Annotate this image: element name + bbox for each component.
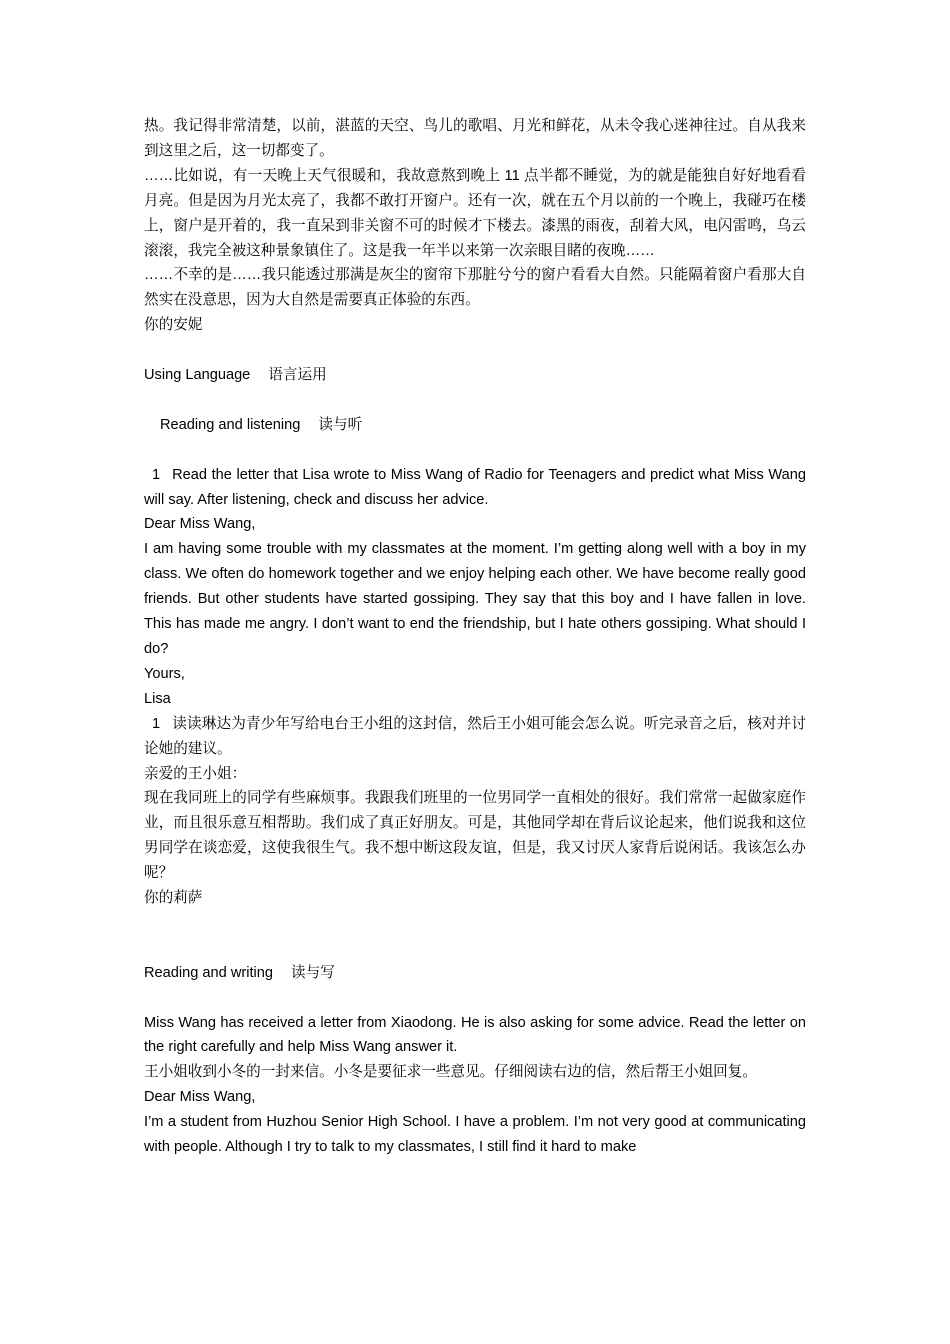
heading-using-language-en: Using Language bbox=[144, 367, 251, 384]
paragraph-anne-3: ……不幸的是……我只能透过那满是灰尘的窗帘下那脏兮兮的窗户看看大自然。只能隔着窗户看那大自然实在没意思，因为大自然是需要真正体验的东西。 bbox=[144, 267, 806, 309]
letter-lisa-body: I am having some trouble with my classmates at the moment. I’m getting along well with a boy in my class. We often do homework together and we enjoy helping each other. We have become really good friends. But other students have started gossiping. They say that this boy and I have fallen in love. This has made me angry. I don’t want to end the friendship, but I hate others gossiping. What should I do? bbox=[144, 541, 806, 657]
letter-lisa-greeting: Dear Miss Wang, bbox=[144, 516, 256, 533]
question-1-text: Read the letter that Lisa wrote to Miss Wang of Radio for Teenagers and predict what Miss Wang will say. After listening, check and discuss her advice. bbox=[144, 466, 806, 508]
question-1-number: 1 bbox=[152, 466, 161, 483]
question-1-en bbox=[144, 463, 806, 513]
letter-lisa-zh-greeting: 亲爱的王小姐： bbox=[144, 765, 247, 782]
letter-xiaodong-body: I’m a student from Huzhou Senior High School. I have a problem. I’m not very good at communicating with people. Although I try to talk to my classmates, I still find it hard to make bbox=[144, 1114, 806, 1156]
letter-xiaodong-greeting: Dear Miss Wang, bbox=[144, 1089, 256, 1106]
reading-writing-instruction-zh: 王小姐收到小冬的一封来信。小冬是要征求一些意见。仔细阅读右边的信，然后帮王小姐回复。 bbox=[144, 1064, 757, 1081]
question-1-zh-number: 1 bbox=[152, 715, 161, 732]
question-1-zh bbox=[144, 712, 806, 762]
heading-reading-listening-zh: 读与听 bbox=[318, 416, 363, 433]
heading-reading-writing-en: Reading and writing bbox=[144, 964, 273, 981]
signature-anne: 你的安妮 bbox=[144, 317, 203, 334]
heading-reading-listening bbox=[144, 413, 806, 438]
heading-using-language bbox=[144, 363, 806, 388]
heading-reading-writing-zh: 读与写 bbox=[291, 964, 335, 981]
heading-using-language-zh: 语言运用 bbox=[268, 367, 327, 384]
letter-lisa-zh-signature: 你的莉萨 bbox=[144, 890, 203, 907]
paragraph-anne-1: 热。我记得非常清楚，以前，湛蓝的天空、鸟儿的歌唱、月光和鲜花，从未令我心迷神往过。自从我来到这里之后，这一切都变了。 bbox=[144, 118, 806, 159]
heading-reading-listening-en: Reading and listening bbox=[160, 416, 301, 433]
spacer bbox=[144, 438, 806, 463]
spacer bbox=[144, 338, 806, 363]
letter-lisa-zh-body: 现在我同班上的同学有些麻烦事。我跟我们班里的一位男同学一直相处的很好。我们常常一起做家庭作业，而且很乐意互相帮助。我们成了真正好朋友。可是，其他同学却在背后议论起来，他们说我和这位男同学在谈恋爱，这使我很生气。我不想中断这段友谊，但是，我又讨厌人家背后说闲话。我该怎么办呢？ bbox=[144, 790, 806, 882]
document-page bbox=[144, 114, 806, 1160]
spacer bbox=[144, 911, 806, 961]
spacer bbox=[144, 388, 806, 413]
letter-lisa-closing: Yours, bbox=[144, 665, 185, 682]
spacer bbox=[144, 986, 806, 1011]
question-1-zh-text: 读读琳达为青少年写给电台王小组的这封信，然后王小姐可能会怎么说。听完录音之后，核对并讨论她的建议。 bbox=[144, 715, 806, 757]
letter-lisa-signature: Lisa bbox=[144, 690, 171, 707]
reading-writing-instruction-en: Miss Wang has received a letter from Xiaodong. He is also asking for some advice. Read the letter on the right carefully and help Miss Wang answer it. bbox=[144, 1014, 806, 1056]
paragraph-anne-2: ……比如说，有一天晚上天气很暖和，我故意熬到晚上 11 点半都不睡觉，为的就是能独自好好地看看月亮。但是因为月光太亮了，我都不敢打开窗户。还有一次，就在五个月以前的一个晚上，我碰巧在楼上，窗户是开着的，我一直呆到非关窗不可的时候才下楼去。漆黑的雨夜，刮着大风，电闪雷鸣，乌云滚滚，我完全被这种景象镇住了。这是我一年半以来第一次亲眼目睹的夜晚…… bbox=[144, 167, 806, 259]
heading-reading-writing bbox=[144, 961, 806, 986]
